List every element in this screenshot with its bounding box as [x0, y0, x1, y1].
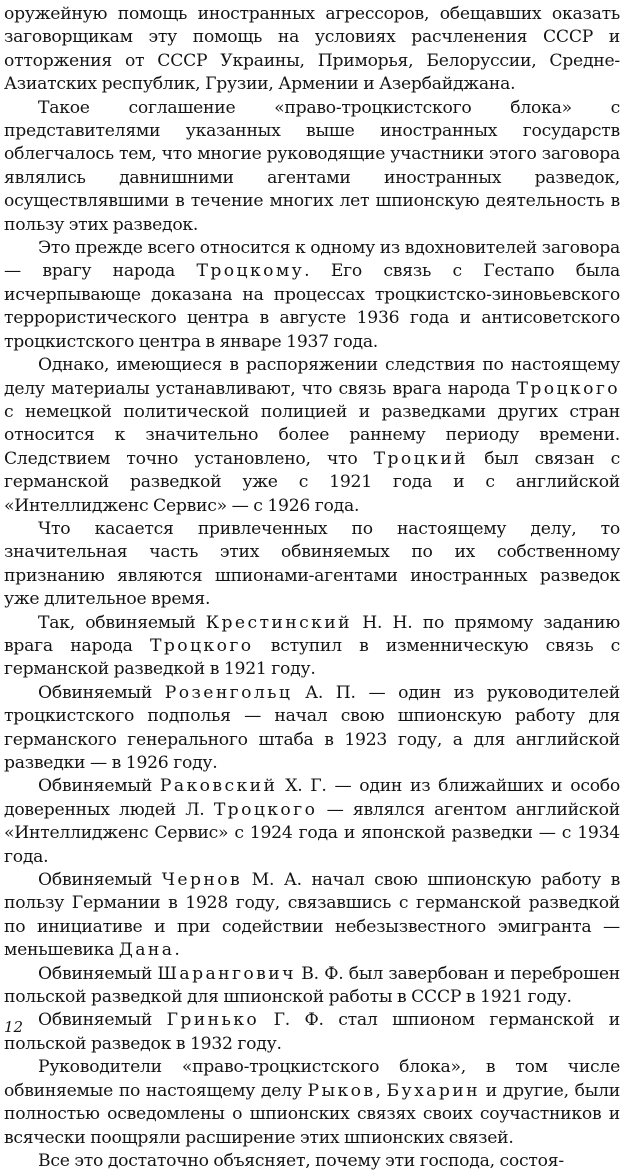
text-run: Г. Ф. стал шпионом германской и польской разведок в 1932 году. [4, 1010, 620, 1054]
text-run: Руководители «право-троцкистского блока», в том числе обвиняемые по настоящему делу [4, 1057, 620, 1101]
text-run: — являлся агентом английской «Интеллидженс Сервис» с 1924 года и японской разведки — с 1934 года. [4, 799, 620, 867]
paragraph [4, 3, 620, 97]
spaced-name: Гринько [166, 1010, 260, 1031]
paragraph [4, 869, 620, 963]
paragraph [4, 354, 620, 518]
paragraph [4, 518, 620, 612]
paragraph [4, 682, 620, 776]
text-run: Обвиняемый [38, 1010, 167, 1031]
text-run: был связан с германской разведкой уже с 1921 года и с английской «Интеллидженс Сервис» — с 1926 года. [4, 448, 620, 516]
text-run: Такое соглашение «право-троцкистского блока» с представителями указанных выше иностранных государств облегчалось тем, что многие руководящие участники этого заговора являлись давнишними агентами иностранных разведок, осуществлявшими в течение многих лет шпионскую деятельность в пользу этих разведок. [4, 97, 620, 235]
paragraph [4, 237, 620, 354]
body-text [4, 3, 620, 1173]
text-run: и другие, были полностью осведомлены о шпионских связях своих соучастников и всячески поощряли расширение этих шпионских связей. [4, 1080, 620, 1148]
text-run: М. А. начал свою шпионскую работу в пользу Германии в 1928 году, связавшись с германской разведкой по инициативе и при содействии небезызвестного эмигранта — меньшевика [4, 870, 620, 961]
spaced-name: Раковский [159, 776, 278, 797]
text-run: Обвиняемый [38, 963, 158, 984]
text-run: . [174, 940, 180, 961]
spaced-name: Чернов [161, 870, 243, 891]
text-run: Что касается привлеченных по настоящему делу, то значительная часть этих обвиняемых по их собственному признанию являются шпионами-агентами иностранных разведок уже длительное время. [4, 518, 620, 610]
spaced-name: Крестинский [205, 612, 352, 633]
spaced-name: Рыков [307, 1080, 376, 1101]
paragraph [4, 1150, 620, 1173]
text-run: оружейную помощь иностранных агрессоров, обещавших оказать заговорщикам эту помощь на условиях расчленения СССР и отторжения от СССР Украины, Приморья, Белоруссии, Средне-Азиатских республик, Грузии, Армении и Азербайджана. [4, 4, 620, 95]
text-run: , [375, 1080, 387, 1101]
text-run: В. Ф. был завербован и переброшен польской разведкой для шпионской работы в СССР в 1921 году. [4, 963, 620, 1008]
spaced-name: Троцкому [196, 261, 305, 282]
paragraph [4, 1009, 620, 1056]
text-run: А. П. — один из руководителей троцкистского подполья — начал свою шпионскую работу для германского генерального штаба в 1923 году, а для английской разведки — в 1926 году. [4, 682, 620, 773]
text-run: Х. Г. — один из ближайших и особо доверенных людей Л. [4, 776, 620, 820]
text-run: Однако, имеющиеся в распоряжении следствия по настоящему делу материалы устанавливают, что связь врага народа [4, 355, 620, 399]
spaced-name: Бухарин [386, 1080, 480, 1101]
paragraph [4, 775, 620, 869]
paragraph [4, 1056, 620, 1150]
text-run: Это прежде всего относится к одному из вдохновителей заговора — врагу народа [4, 238, 620, 282]
spaced-name: Розенгольц [164, 682, 293, 703]
text-run: с немецкой политической полицией и разведками других стран относится к значительно более раннему периоду времени. Следствием точно установлено, что [4, 401, 620, 469]
page-number: 12 [4, 1018, 24, 1036]
text-run: Н. Н. по прямому заданию врага народа [4, 612, 620, 656]
spaced-name: Троцкого [516, 378, 620, 399]
text-run: Обвиняемый [38, 776, 160, 797]
text-run: . Его связь с Гестапо была исчерпывающе доказана на процессах троцкистско-зиновьевского террористического центра в августе 1936 года и антисоветского троцкистского центра в январе 1937 года. [4, 261, 620, 352]
text-run: Обвиняемый [38, 682, 165, 703]
spaced-name: Троцкого [213, 799, 318, 820]
paragraph [4, 612, 620, 682]
text-run: вступил в изменническую связь с германской разведкой в 1921 году. [4, 635, 620, 680]
text-run: Все это достаточно объясняет, почему эти господа, состоя- [38, 1150, 564, 1171]
text-run: Так, обвиняемый [38, 612, 206, 633]
paragraph [4, 97, 620, 237]
spaced-name: Шарангович [157, 963, 296, 984]
paragraph [4, 963, 620, 1010]
spaced-name: Троцкий [373, 448, 468, 469]
text-run: Обвиняемый [38, 870, 162, 891]
spaced-name: Дана [118, 940, 175, 961]
spaced-name: Троцкого [149, 635, 254, 656]
